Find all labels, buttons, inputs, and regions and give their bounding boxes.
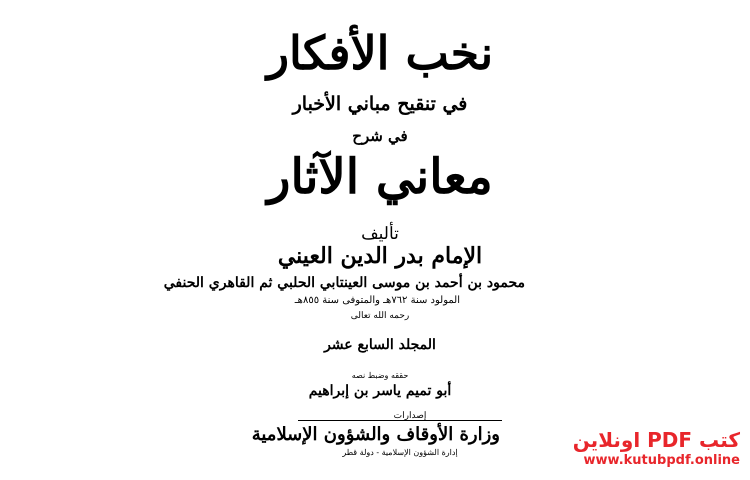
book-subtitle: في تنقيح مباني الأخبار (292, 93, 468, 115)
author-name: الإمام بدر الدين العيني (277, 243, 483, 269)
editor-label: حققه وضبط نصه (351, 371, 409, 380)
book-title-secondary: معاني الآثار (267, 149, 493, 205)
editor-name: أبو تميم ياسر بن إبراهيم (308, 383, 452, 399)
authorship-label: تأليف (361, 224, 399, 244)
publisher-country: إدارة الشؤون الإسلامية - دولة قطر (342, 448, 458, 457)
watermark-url: www.kutubpdf.online (583, 453, 740, 468)
publisher-name: وزارة الأوقاف والشؤون الإسلامية (251, 424, 500, 445)
book-title: نخب الأفكار (266, 26, 494, 80)
publisher-issued-label: إصدارات (393, 411, 427, 421)
author-dates: المولود سنة ٧٦٢هـ والمتوفى سنة ٨٥٥هـ (294, 295, 460, 306)
author-prayer: رحمه الله تعالى (350, 311, 410, 321)
author-full-name: محمود بن أحمد بن موسى العينتابي الحلبي ثم القاهري الحنفي (163, 275, 525, 291)
volume-label: المجلد السابع عشر (324, 337, 436, 353)
watermark-site-name: كتب PDF اونلاين (572, 428, 740, 452)
title-connector: في شرح (352, 127, 408, 145)
